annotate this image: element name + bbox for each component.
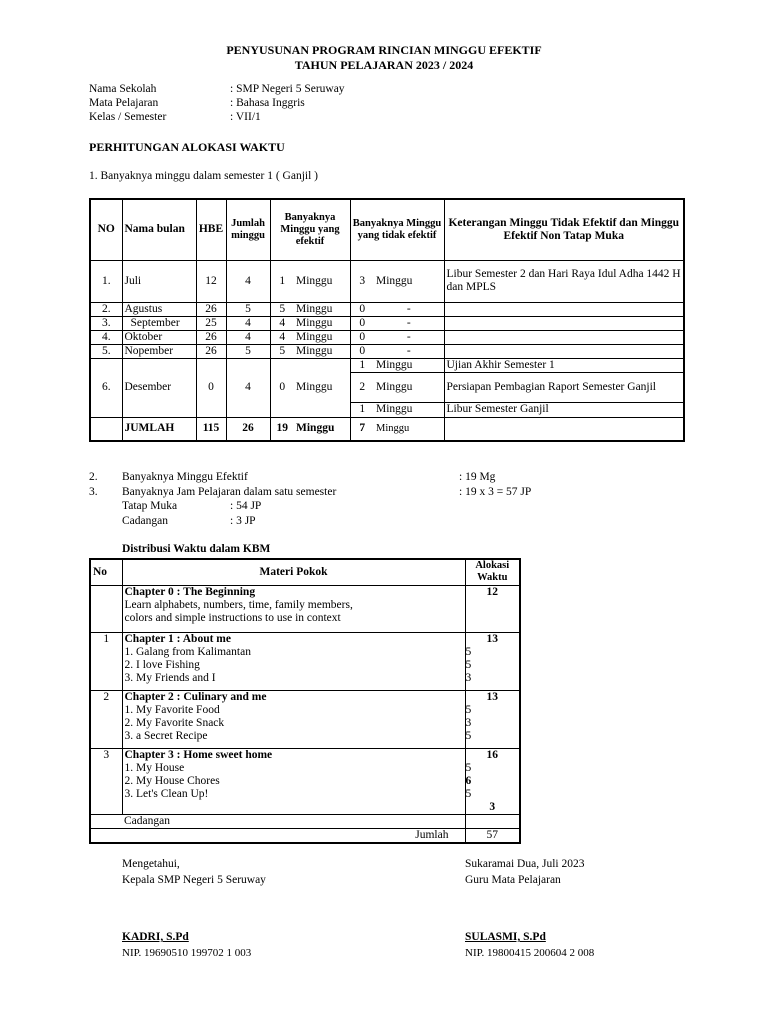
cell-keterangan: Ujian Akhir Semester 1: [444, 358, 684, 372]
item-value: 5: [465, 645, 472, 658]
cadangan-label: Cadangan: [122, 814, 465, 828]
item-value: 6: [465, 774, 472, 787]
section-title: PERHITUNGAN ALOKASI WAKTU: [89, 140, 285, 154]
cell-jumlah: 4: [226, 316, 270, 330]
item-2-value: : 19 Mg: [459, 471, 496, 483]
table-row-agustus: [90, 302, 684, 316]
cell-efektif-n: 5: [270, 344, 294, 358]
sign-right-nip: NIP. 19800415 200604 2 008: [465, 947, 595, 959]
info-label-mapel: Mata Pelajaran: [89, 97, 159, 109]
cell-no: [90, 814, 122, 828]
item-3-number: 3.: [89, 486, 98, 498]
item-2-number: 2.: [89, 471, 98, 483]
cell-bulan: Nopember: [122, 344, 196, 358]
cell-keterangan: [444, 344, 684, 358]
cell-no: 2: [90, 690, 122, 748]
cell-hbe: 0: [196, 358, 226, 417]
cell-tidak-n: 0: [350, 302, 374, 316]
info-label-sekolah: Nama Sekolah: [89, 83, 157, 95]
tatap-muka-label: Tatap Muka: [122, 500, 178, 512]
total-label: JUMLAH: [122, 417, 196, 441]
cell-no: 1: [90, 632, 122, 690]
header-no: NO: [90, 199, 122, 260]
cell-hbe: 26: [196, 302, 226, 316]
cell-no: 3.: [90, 316, 122, 330]
document-title: PENYUSUNAN PROGRAM RINCIAN MINGGU EFEKTIF: [226, 43, 542, 57]
cell-materi: [122, 690, 465, 748]
cell-hbe: 26: [196, 330, 226, 344]
info-label-kelas: Kelas / Semester: [89, 111, 167, 123]
cell-efektif-unit: Minggu: [294, 358, 350, 417]
cell-keterangan: Persiapan Pembagian Raport Semester Ganjil: [444, 372, 684, 402]
kbm-row-ch1: [90, 632, 520, 690]
chapter-total: 16: [486, 748, 498, 761]
sign-left-line2: Kepala SMP Negeri 5 Seruway: [122, 874, 266, 886]
cell-efektif-unit: Minggu: [294, 302, 350, 316]
cell-no: [90, 828, 122, 843]
cell-keterangan: Libur Semester Ganjil: [444, 402, 684, 417]
cell-tidak-unit: -: [374, 344, 444, 358]
chapter-line: Learn alphabets, numbers, time, family members,: [124, 598, 353, 611]
cell-alokasi: [465, 690, 520, 748]
cell-no: 6.: [90, 358, 122, 417]
chapter-item: 1. My Favorite Food: [124, 703, 220, 716]
header-jumlah: Jumlah minggu: [226, 199, 270, 260]
cell-bulan: Agustus: [122, 302, 196, 316]
cell-tidak-n: 1: [350, 358, 374, 372]
total-hbe: 115: [196, 417, 226, 441]
cell-tidak-unit: -: [374, 330, 444, 344]
cell-efektif-n: 5: [270, 302, 294, 316]
cell-keterangan: Libur Semester 2 dan Hari Raya Idul Adha 1442 H dan MPLS: [444, 260, 684, 302]
cell-materi: [122, 748, 465, 814]
tatap-muka-value: : 54 JP: [230, 500, 262, 512]
cell-keterangan: [444, 302, 684, 316]
cell-bulan: September: [122, 316, 196, 330]
cell-jumlah: 5: [226, 302, 270, 316]
item-3-value: : 19 x 3 = 57 JP: [459, 486, 532, 498]
kbm-header-no: No: [90, 559, 122, 585]
total-efektif-n: 19: [270, 417, 294, 441]
chapter-total: 12: [465, 585, 520, 632]
cell-efektif-unit: Minggu: [294, 260, 350, 302]
cell-bulan: Oktober: [122, 330, 196, 344]
cell-tidak-n: 2: [350, 372, 374, 402]
item-value: 5: [465, 703, 472, 716]
cell-bulan: Desember: [122, 358, 196, 417]
item-1-heading: 1. Banyaknya minggu dalam semester 1 ( Ganjil ): [89, 170, 318, 182]
chapter-item: 2. I love Fishing: [124, 658, 200, 671]
cell-tidak-n: 3: [350, 260, 374, 302]
cell-alokasi: [465, 748, 520, 814]
cell-empty: [90, 417, 122, 441]
total-jumlah: 26: [226, 417, 270, 441]
table-row-juli: [90, 260, 684, 302]
cell-alokasi: [465, 632, 520, 690]
cell-efektif-n: 0: [270, 358, 294, 417]
kbm-row-cadangan: [90, 814, 520, 828]
table-row-nopember: [90, 344, 684, 358]
cell-hbe: 25: [196, 316, 226, 330]
cell-keterangan: [444, 316, 684, 330]
kbm-header-row: [90, 559, 520, 585]
table-header-row: [90, 199, 684, 260]
cell-hbe: 12: [196, 260, 226, 302]
cell-hbe: 26: [196, 344, 226, 358]
cell-materi: [122, 632, 465, 690]
kbm-row-ch0: [90, 585, 520, 632]
cell-tidak-unit: -: [374, 302, 444, 316]
total-tidak-unit: Minggu: [374, 417, 444, 441]
item-value: 5: [465, 787, 472, 800]
cell-no: 4.: [90, 330, 122, 344]
item-value: 5: [465, 729, 472, 742]
table-row-oktober: [90, 330, 684, 344]
chapter-item: 2. My Favorite Snack: [124, 716, 225, 729]
cell-tidak-unit: Minggu: [374, 372, 444, 402]
cell-efektif-unit: Minggu: [294, 316, 350, 330]
cell-tidak-n: 0: [350, 330, 374, 344]
cell-empty: [444, 417, 684, 441]
cell-jumlah: 4: [226, 260, 270, 302]
cell-jumlah: 5: [226, 344, 270, 358]
item-value: 5: [465, 761, 472, 774]
kbm-row-jumlah: [90, 828, 520, 843]
kbm-row-ch3: [90, 748, 520, 814]
cell-alokasi: [465, 814, 520, 828]
cell-jumlah: 4: [226, 330, 270, 344]
chapter-total: 13: [486, 690, 498, 703]
chapter-item: 1. Galang from Kalimantan: [124, 645, 251, 658]
cell-efektif-unit: Minggu: [294, 330, 350, 344]
chapter-item: 3. My Friends and I: [124, 671, 216, 684]
minggu-efektif-table: [89, 198, 685, 442]
cell-tidak-unit: Minggu: [374, 358, 444, 372]
sign-right-line2: Guru Mata Pelajaran: [465, 874, 561, 886]
sign-right-name: SULASMI, S.Pd: [465, 931, 546, 943]
cell-jumlah: 4: [226, 358, 270, 417]
kbm-header-materi: Materi Pokok: [122, 559, 465, 585]
cell-efektif-unit: Minggu: [294, 344, 350, 358]
table-row-desember: [90, 358, 684, 372]
cadangan-value: 3: [489, 800, 496, 813]
cell-no: [90, 585, 122, 632]
chapter-line: colors and simple instructions to use in context: [124, 611, 341, 624]
cell-efektif-n: 1: [270, 260, 294, 302]
item-3-label: Banyaknya Jam Pelajaran dalam satu semester: [122, 486, 337, 498]
chapter-title: Chapter 3 : Home sweet home: [124, 748, 273, 761]
jumlah-value: 57: [465, 828, 520, 843]
cadangan-label: Cadangan: [122, 515, 168, 527]
kbm-table: [89, 558, 521, 844]
cadangan-value: : 3 JP: [230, 515, 256, 527]
kbm-row-ch2: [90, 690, 520, 748]
table-row-september: [90, 316, 684, 330]
sign-left-line1: Mengetahui,: [122, 858, 180, 870]
chapter-item: 3. a Secret Recipe: [124, 729, 208, 742]
item-value: 3: [465, 671, 472, 684]
cell-tidak-unit: Minggu: [374, 260, 444, 302]
cell-efektif-n: 4: [270, 316, 294, 330]
header-efektif: Banyaknya Minggu yang efektif: [270, 199, 350, 260]
header-bulan: Nama bulan: [122, 199, 196, 260]
cell-tidak-unit: Minggu: [374, 402, 444, 417]
jumlah-label: Jumlah: [122, 828, 465, 843]
cell-tidak-n: 1: [350, 402, 374, 417]
cell-tidak-unit: -: [374, 316, 444, 330]
cell-no: 1.: [90, 260, 122, 302]
total-tidak-n: 7: [350, 417, 374, 441]
kbm-title: Distribusi Waktu dalam KBM: [122, 543, 271, 555]
table-total-row: [90, 417, 684, 441]
chapter-title: Chapter 1 : About me: [124, 632, 231, 645]
sign-left-name: KADRI, S.Pd: [122, 931, 189, 943]
info-value-mapel: : Bahasa Inggris: [230, 97, 305, 109]
header-keterangan: Keterangan Minggu Tidak Efektif dan Minggu Efektif Non Tatap Muka: [444, 199, 684, 260]
chapter-title: Chapter 2 : Culinary and me: [124, 690, 267, 703]
chapter-item: 3. Let's Clean Up!: [124, 787, 209, 800]
chapter-item: 2. My House Chores: [124, 774, 220, 787]
info-value-kelas: : VII/1: [230, 111, 261, 123]
cell-tidak-n: 0: [350, 344, 374, 358]
item-value: 5: [465, 658, 472, 671]
info-value-sekolah: : SMP Negeri 5 Seruway: [230, 83, 345, 95]
sign-right-line1: Sukaramai Dua, Juli 2023: [465, 858, 585, 870]
cell-keterangan: [444, 330, 684, 344]
item-value: 3: [465, 716, 472, 729]
item-2-label: Banyaknya Minggu Efektif: [122, 471, 248, 483]
cell-materi: [122, 585, 465, 632]
document-subtitle: TAHUN PELAJARAN 2023 / 2024: [294, 58, 474, 72]
kbm-header-alokasi: Alokasi Waktu: [465, 559, 520, 585]
cell-tidak-n: 0: [350, 316, 374, 330]
chapter-total: 13: [486, 632, 498, 645]
cell-no: 5.: [90, 344, 122, 358]
cell-no: 2.: [90, 302, 122, 316]
cell-no: 3: [90, 748, 122, 814]
total-efektif-unit: Minggu: [294, 417, 350, 441]
sign-left-nip: NIP. 19690510 199702 1 003: [122, 947, 252, 959]
cell-bulan: Juli: [122, 260, 196, 302]
cell-efektif-n: 4: [270, 330, 294, 344]
chapter-item: 1. My House: [124, 761, 185, 774]
header-tidak-efektif: Banyaknya Minggu yang tidak efektif: [350, 199, 444, 260]
chapter-title: Chapter 0 : The Beginning: [124, 585, 256, 598]
header-hbe: HBE: [196, 199, 226, 260]
